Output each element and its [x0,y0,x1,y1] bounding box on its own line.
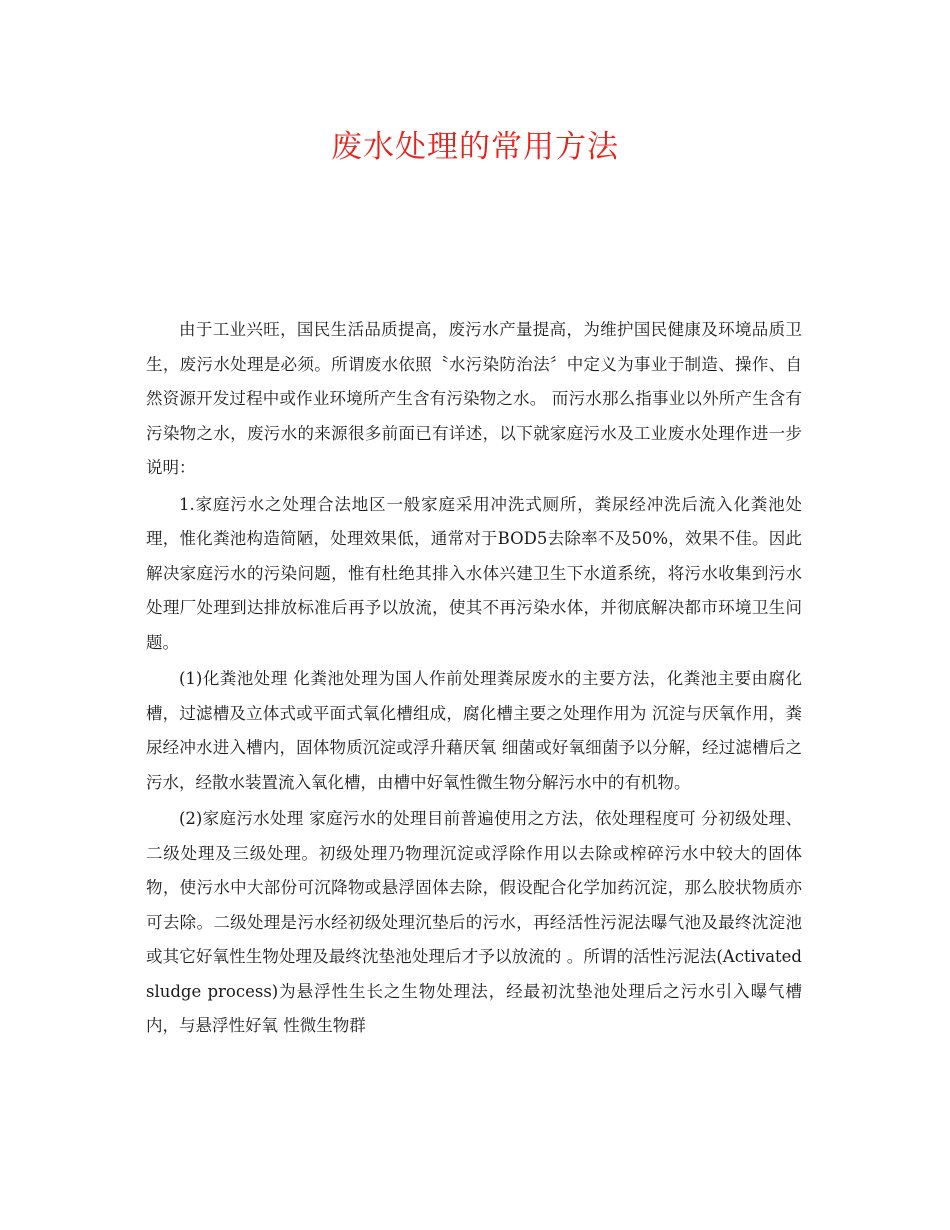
document-title: 废水处理的常用方法 [331,129,619,165]
paragraph-septic-tank: (1)化粪池处理 化粪池处理为国人作前处理粪尿废水的主要方法，化粪池主要由腐化槽，过滤槽及立体式或平面式氧化槽组成，腐化槽主要之处理作用为 沉淀与厌氧作用，粪尿经冲水进入槽内，固体物质沉淀或浮升藉厌氧 细菌或好氧细菌予以分解，经过滤槽后之污水，经散水装置流入氧化槽，由槽中好氧性微生物分解污水中的有机物。 [146,669,802,792]
paragraph-intro: 由于工业兴旺，国民生活品质提高，废污水产量提高，为维护国民健康及环境品质卫生，废污水处理是必须。所谓废水依照〝水污染防治法〞中定义为事业于制造、操作、自然资源开发过程中或作业环境所产生含有污染物之水。 而污水那么指事业以外所产生含有污染物之水，废污水的来源很多前面已有详述，以下就家庭污水及工业废水处理作进一步说明： [146,320,802,477]
paragraph-household-wastewater: 1.家庭污水之处理合法地区一般家庭采用冲洗式厕所，粪尿经冲洗后流入化粪池处理，惟化粪池构造简陋，处理效果低，通常对于BOD5去除率不及50%，效果不佳。因此解决家庭污水的污染问题，惟有杜绝其排入水体兴建卫生下水道系统，将污水收集到污水处理厂处理到达排放标准后再予以放流，使其不再污染水体，并彻底解决都市环境卫生问题。 [146,494,802,652]
document-body [146,313,802,1044]
paragraph-household-treatment: (2)家庭污水处理 家庭污水的处理目前普遍使用之方法，依处理程度可 分初级处理、二级处理及三级处理。初级处理乃物理沉淀或浮除作用以去除或榨碎污水中较大的固体物，使污水中大部份可沉降物或悬浮固体去除，假设配合化学加药沉淀，那么胶状物质亦可去除。二级处理是污水经初级处理沉垫后的污水，再经活性污泥法曝气池及最终沈淀池或其它好氧性生物处理及最终沈垫池处理后才予以放流的 。所谓的活性污泥法(Activatedsludge process)为悬浮性生长之生物处理法，经最初沈垫池处理后之污水引入曝气槽内，与悬浮性好氧 性微生物群 [146,809,802,1035]
